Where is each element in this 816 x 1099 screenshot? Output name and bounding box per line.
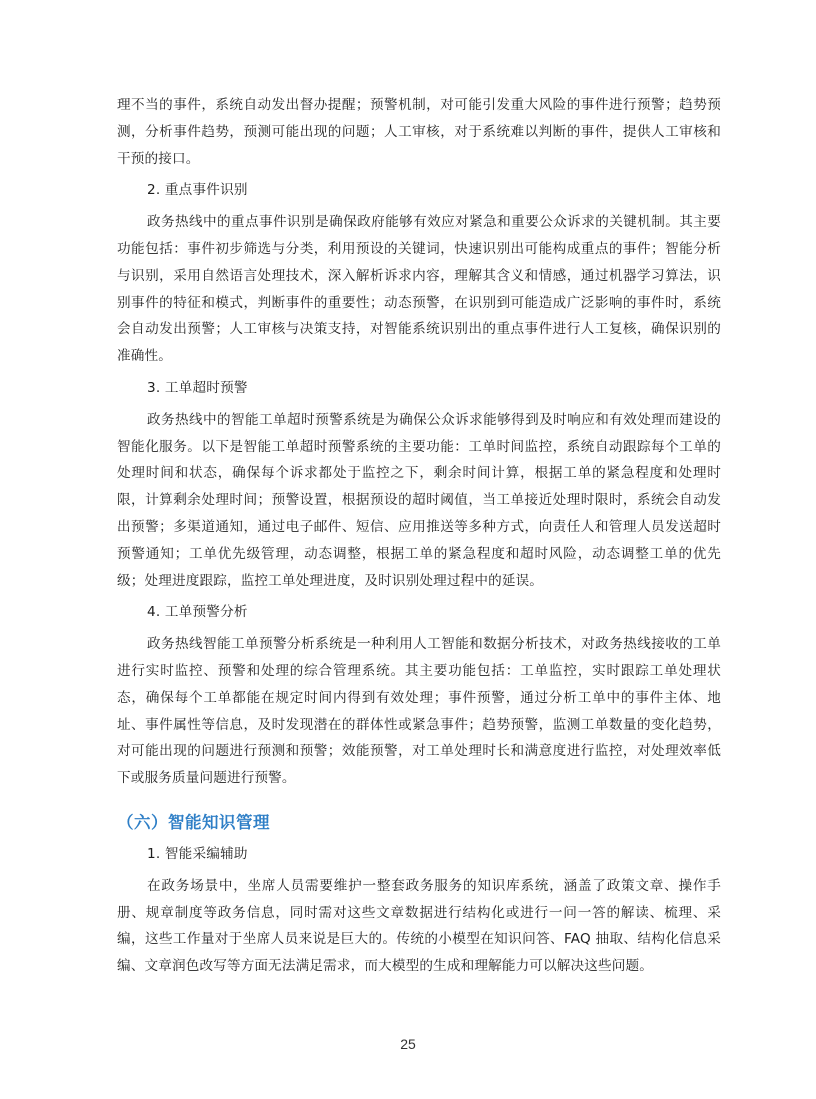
subheading-smart-editing-assist: 1. 智能采编辅助 [147, 845, 248, 862]
section-title-knowledge-management: （六）智能知识管理 [117, 812, 270, 832]
paragraph-continued: 理不当的事件，系统自动发出督办提醒；预警机制，对可能引发重大风险的事件进行预警；趋势预测，分析事件趋势，预测可能出现的问题；人工审核，对于系统难以判断的事件，提供人工审核和干预的接口。 [117, 97, 721, 167]
subheading-ticket-warning-analysis: 4. 工单预警分析 [147, 604, 248, 621]
paragraph-ticket-warning-analysis: 政务热线智能工单预警分析系统是一种利用人工智能和数据分析技术，对政务热线接收的工单进行实时监控、预警和处理的综合管理系统。其主要功能包括：工单监控，实时跟踪工单处理状态，确保每个工单都能在规定时间内得到有效处理；事件预警，通过分析工单中的事件主体、地址、事件属性等信息，及时发现潜在的群体性或紧急事件；趋势预警，监测工单数量的变化趋势，对可能出现的问题进行预测和预警；效能预警，对工单处理时长和满意度进行监控，对处理效率低下或服务质量问题进行预警。 [117, 636, 721, 787]
paragraph-smart-editing-assist: 在政务场景中，坐席人员需要维护一整套政务服务的知识库系统，涵盖了政策文章、操作手册、规章制度等政务信息，同时需对这些文章数据进行结构化或进行一问一答的解读、梳理、采编，这些工作量对于坐席人员来说是巨大的。传统的小模型在知识问答、FAQ 抽取、结构化信息采编、文章润色改写等方面无法满足需求，而大模型的生成和理解能力可以解决这些问题。 [117, 877, 721, 975]
page-content [117, 92, 721, 980]
subheading-key-event-identification: 2. 重点事件识别 [147, 182, 248, 199]
page-number: 25 [400, 1036, 416, 1052]
paragraph-key-event-identification: 政务热线中的重点事件识别是确保政府能够有效应对紧急和重要公众诉求的关键机制。其主要功能包括：事件初步筛选与分类，利用预设的关键词，快速识别出可能构成重点的事件；智能分析与识别，采用自然语言处理技术，深入解析诉求内容，理解其含义和情感，通过机器学习算法，识别事件的特征和模式，判断事件的重要性；动态预警，在识别到可能造成广泛影响的事件时，系统会自动发出预警；人工审核与决策支持，对智能系统识别出的重点事件进行人工复核，确保识别的准确性。 [117, 214, 721, 365]
subheading-ticket-timeout-warning: 3. 工单超时预警 [147, 379, 248, 396]
paragraph-ticket-timeout-warning: 政务热线中的智能工单超时预警系统是为确保公众诉求能够得到及时响应和有效处理而建设的智能化服务。以下是智能工单超时预警系统的主要功能：工单时间监控，系统自动跟踪每个工单的处理时间和状态，确保每个诉求都处于监控之下，剩余时间计算，根据工单的紧急程度和处理时限，计算剩余处理时间；预警设置，根据预设的超时阈值，当工单接近处理时限时，系统会自动发出预警；多渠道通知，通过电子邮件、短信、应用推送等多种方式，向责任人和管理人员发送超时预警通知；工单优先级管理，动态调整，根据工单的紧急程度和超时风险，动态调整工单的优先级；处理进度跟踪，监控工单处理进度，及时识别处理过程中的延误。 [117, 411, 721, 589]
